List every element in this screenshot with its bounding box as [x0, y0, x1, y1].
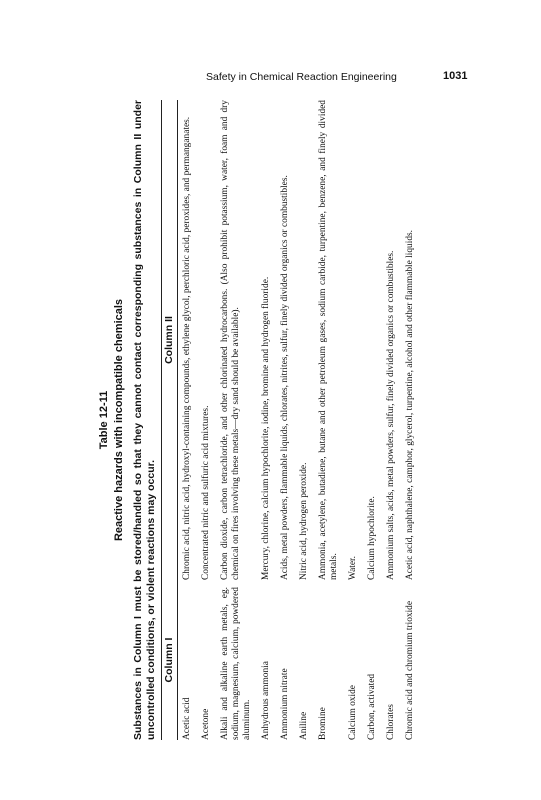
column-ii-cell: Ammonia, acetylene, butadiene, butane and other petroleum gases, sodium carbide, turpentine, benzene, and finely divided metals.: [318, 100, 339, 580]
table-header-row: [162, 100, 178, 740]
table-row: [348, 100, 359, 740]
column-i-cell: Acetic acid: [182, 697, 192, 740]
column-ii-cell: Water.: [348, 556, 358, 580]
column-header-1: Column I: [163, 637, 175, 683]
table-caption: Substances in Column I must be stored/handled so that they cannot contact corresponding substances in Column II under uncontrolled conditions, or violent reactions may occur.: [132, 100, 157, 740]
column-i-cell: Carbon, activated: [367, 673, 377, 740]
column-i-cell: Anhydrous ammonia: [261, 661, 271, 740]
table-row: [405, 100, 416, 740]
table-row: [386, 100, 397, 740]
column-ii-cell: Nitric acid, hydrogen peroxide.: [299, 462, 309, 580]
table-row: [318, 100, 340, 740]
column-i-cell: Chromic acid and chromium trioxide: [405, 600, 415, 740]
column-i-cell: Alkali and alkaline earth metals, eg. sodium, magnesium, calcium, powdered aluminum.: [220, 587, 252, 740]
column-header-2: Column II: [163, 316, 175, 364]
column-i-cell: Acetone: [201, 708, 211, 740]
table-number: Table 12-11: [98, 390, 110, 450]
column-i-cell: Calcium oxide: [348, 685, 358, 740]
page-number: 1031: [443, 70, 468, 82]
table-row: [261, 100, 272, 740]
column-ii-cell: Chromic acid, nitric acid, hydroxyl-containing compounds, ethylene glycol, perchloric acid, peroxides, and permanganates.: [182, 116, 192, 580]
column-ii-cell: Concentrated nitric and sulfuric acid mixtures.: [201, 405, 211, 580]
column-ii-cell: Mercury, chlorine, calcium hypochlorite, iodine, bromine and hydrogen fluoride.: [261, 276, 271, 580]
running-head-title: Safety in Chemical Reaction Engineering: [206, 71, 397, 83]
rotated-table: [96, 100, 521, 740]
table-row: [280, 100, 291, 740]
column-i-cell: Ammonium nitrate: [280, 668, 290, 740]
column-i-cell: Aniline: [299, 711, 309, 740]
column-ii-cell: Carbon dioxide, carbon tetrachloride, and other chlorinated hydrocarbons. (Also prohibit potassium, water, foam and dry chemical on fires involving these metals—dry sand should be available).: [220, 100, 241, 580]
column-ii-cell: Acids, metal powders, flammable liquids, chlorates, nitrites, sulfur, finely divided organics or combustibles.: [280, 175, 290, 580]
table-title: Reactive hazards with incompatible chemicals: [113, 298, 125, 542]
table-row: [367, 100, 378, 740]
table-body: [182, 100, 416, 740]
table-row: [201, 100, 212, 740]
table-row: [220, 100, 253, 740]
column-ii-cell: Ammonium salts, acids, metal powders, sulfur, finely divided organics or combustibles.: [386, 250, 396, 580]
column-ii-cell: Acetic acid, naphthalene, camphor, glycerol, turpentine, alcohol and other flammable liquids.: [405, 229, 415, 580]
table-row: [182, 100, 193, 740]
table-row: [299, 100, 310, 740]
column-i-cell: Chlorates: [386, 704, 396, 740]
column-ii-cell: Calcium hypochlorite.: [367, 496, 377, 580]
column-i-cell: Bromine: [318, 707, 328, 740]
